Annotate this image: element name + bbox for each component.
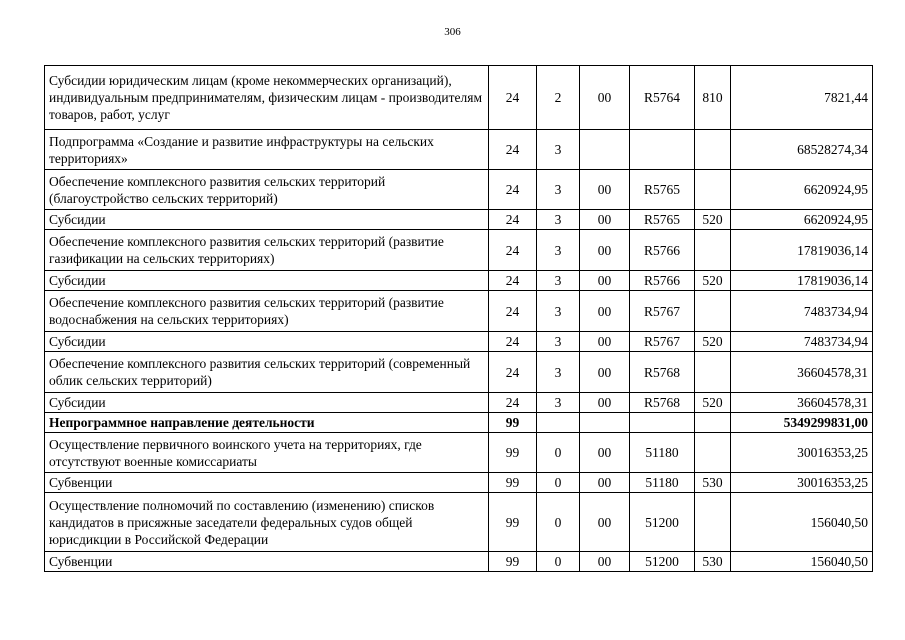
cell-expense-direction-code: R5764 (630, 66, 695, 130)
cell-expense-direction-code: 51180 (630, 433, 695, 473)
cell-subprogram-code: 0 (537, 473, 580, 493)
cell-expense-direction-code: R5766 (630, 230, 695, 271)
cell-subprogram-code: 3 (537, 393, 580, 413)
cell-expense-type-code: 520 (695, 210, 731, 230)
cell-program-code: 24 (489, 66, 537, 130)
cell-amount: 5349299831,00 (731, 413, 873, 433)
cell-main-activity-code: 00 (580, 433, 630, 473)
row-description: Субсидии (45, 393, 489, 413)
cell-expense-direction-code: R5768 (630, 352, 695, 393)
cell-expense-type-code (695, 230, 731, 271)
row-description: Субсидии (45, 332, 489, 352)
cell-amount: 17819036,14 (731, 271, 873, 291)
page-number: 306 (444, 26, 461, 38)
cell-main-activity-code: 00 (580, 473, 630, 493)
cell-expense-direction-code: R5766 (630, 271, 695, 291)
cell-program-code: 24 (489, 332, 537, 352)
cell-main-activity-code: 00 (580, 352, 630, 393)
cell-expense-type-code (695, 352, 731, 393)
cell-expense-type-code: 530 (695, 552, 731, 572)
row-description: Субвенции (45, 552, 489, 572)
cell-expense-type-code (695, 170, 731, 210)
cell-expense-type-code (695, 493, 731, 552)
cell-program-code: 24 (489, 170, 537, 210)
row-description: Осуществление полномочий по составлению (изменению) списков кандидатов в присяжные заседатели федеральных судов общей юрисдикции в Российской Федерации (45, 493, 489, 552)
cell-subprogram-code: 0 (537, 552, 580, 572)
cell-main-activity-code: 00 (580, 393, 630, 413)
cell-expense-direction-code (630, 130, 695, 170)
row-description: Обеспечение комплексного развития сельских территорий (современный облик сельских территорий) (45, 352, 489, 393)
cell-expense-direction-code: 51200 (630, 552, 695, 572)
cell-amount: 68528274,34 (731, 130, 873, 170)
cell-program-code: 24 (489, 230, 537, 271)
cell-expense-direction-code (630, 413, 695, 433)
cell-expense-type-code: 520 (695, 332, 731, 352)
table-row (45, 352, 873, 393)
cell-main-activity-code: 00 (580, 170, 630, 210)
cell-main-activity-code (580, 413, 630, 433)
table-row (45, 271, 873, 291)
cell-program-code: 24 (489, 291, 537, 332)
cell-expense-type-code (695, 433, 731, 473)
cell-expense-type-code: 520 (695, 271, 731, 291)
cell-subprogram-code: 3 (537, 271, 580, 291)
cell-program-code: 99 (489, 473, 537, 493)
cell-expense-type-code (695, 413, 731, 433)
cell-subprogram-code: 0 (537, 493, 580, 552)
cell-main-activity-code: 00 (580, 230, 630, 271)
cell-program-code: 24 (489, 130, 537, 170)
budget-table (44, 65, 873, 572)
row-description: Субсидии (45, 210, 489, 230)
row-description: Субвенции (45, 473, 489, 493)
row-description: Обеспечение комплексного развития сельских территорий (благоустройство сельских территорий) (45, 170, 489, 210)
cell-amount: 7483734,94 (731, 332, 873, 352)
cell-amount: 6620924,95 (731, 210, 873, 230)
cell-program-code: 24 (489, 210, 537, 230)
cell-amount: 36604578,31 (731, 352, 873, 393)
table-row-section-header (45, 413, 873, 433)
cell-amount: 156040,50 (731, 493, 873, 552)
row-description: Обеспечение комплексного развития сельских территорий (развитие газификации на сельских территориях) (45, 230, 489, 271)
cell-amount: 36604578,31 (731, 393, 873, 413)
table-row (45, 210, 873, 230)
cell-expense-direction-code: R5768 (630, 393, 695, 413)
cell-subprogram-code: 3 (537, 210, 580, 230)
cell-expense-direction-code: R5765 (630, 170, 695, 210)
row-description: Субсидии юридическим лицам (кроме некоммерческих организаций), индивидуальным предпринимателям, физическим лицам - производителям товаров, работ, услуг (45, 66, 489, 130)
cell-program-code: 99 (489, 433, 537, 473)
row-description: Непрограммное направление деятельности (45, 413, 489, 433)
cell-amount: 30016353,25 (731, 433, 873, 473)
cell-expense-direction-code: R5767 (630, 332, 695, 352)
cell-main-activity-code: 00 (580, 291, 630, 332)
table-row (45, 393, 873, 413)
cell-main-activity-code: 00 (580, 271, 630, 291)
cell-subprogram-code: 3 (537, 291, 580, 332)
cell-expense-type-code: 530 (695, 473, 731, 493)
cell-amount: 6620924,95 (731, 170, 873, 210)
row-description: Обеспечение комплексного развития сельских территорий (развитие водоснабжения на сельских территориях) (45, 291, 489, 332)
cell-subprogram-code: 3 (537, 130, 580, 170)
cell-program-code: 24 (489, 393, 537, 413)
cell-main-activity-code: 00 (580, 210, 630, 230)
table-row (45, 170, 873, 210)
cell-main-activity-code: 00 (580, 493, 630, 552)
cell-amount: 7483734,94 (731, 291, 873, 332)
table-row (45, 433, 873, 473)
cell-program-code: 99 (489, 552, 537, 572)
cell-subprogram-code: 3 (537, 332, 580, 352)
cell-expense-direction-code: R5765 (630, 210, 695, 230)
cell-program-code: 24 (489, 271, 537, 291)
cell-subprogram-code: 2 (537, 66, 580, 130)
cell-expense-type-code (695, 130, 731, 170)
table-row (45, 66, 873, 130)
table-row (45, 230, 873, 271)
table-row (45, 291, 873, 332)
budget-table-body (45, 66, 873, 572)
cell-program-code: 99 (489, 413, 537, 433)
cell-expense-type-code: 520 (695, 393, 731, 413)
row-description: Осуществление первичного воинского учета на территориях, где отсутствуют военные комиссариаты (45, 433, 489, 473)
cell-expense-direction-code: 51200 (630, 493, 695, 552)
cell-main-activity-code: 00 (580, 552, 630, 572)
row-description: Подпрограмма «Создание и развитие инфраструктуры на сельских территориях» (45, 130, 489, 170)
table-row (45, 493, 873, 552)
cell-amount: 17819036,14 (731, 230, 873, 271)
table-row (45, 130, 873, 170)
cell-main-activity-code: 00 (580, 66, 630, 130)
table-row (45, 473, 873, 493)
table-row (45, 552, 873, 572)
cell-expense-type-code (695, 291, 731, 332)
cell-subprogram-code: 3 (537, 352, 580, 393)
cell-subprogram-code: 3 (537, 170, 580, 210)
cell-expense-direction-code: 51180 (630, 473, 695, 493)
cell-amount: 7821,44 (731, 66, 873, 130)
cell-expense-direction-code: R5767 (630, 291, 695, 332)
cell-subprogram-code: 3 (537, 230, 580, 271)
cell-main-activity-code: 00 (580, 332, 630, 352)
cell-program-code: 99 (489, 493, 537, 552)
cell-subprogram-code: 0 (537, 433, 580, 473)
cell-program-code: 24 (489, 352, 537, 393)
cell-main-activity-code (580, 130, 630, 170)
table-row (45, 332, 873, 352)
cell-amount: 156040,50 (731, 552, 873, 572)
row-description: Субсидии (45, 271, 489, 291)
cell-amount: 30016353,25 (731, 473, 873, 493)
cell-expense-type-code: 810 (695, 66, 731, 130)
cell-subprogram-code (537, 413, 580, 433)
